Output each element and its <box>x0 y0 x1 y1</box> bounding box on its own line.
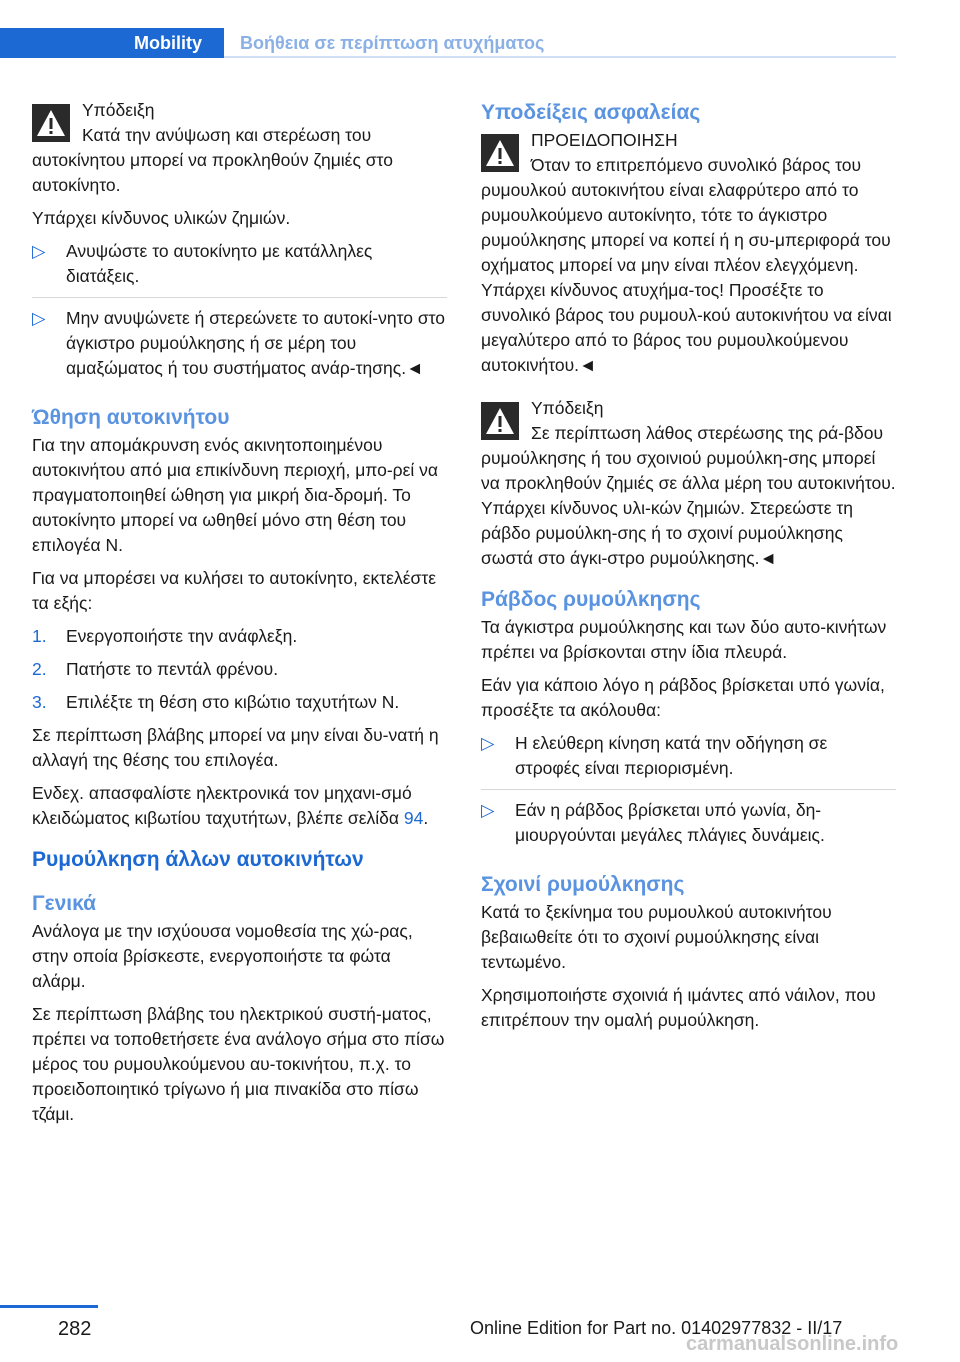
list-item: 3. Επιλέξτε τη θέση στο κιβώτιο ταχυτήτων N. <box>32 692 400 712</box>
chapter-title[interactable]: Βοήθεια σε περίπτωση ατυχήματος <box>224 28 896 58</box>
push-paragraph: Σε περίπτωση βλάβης μπορεί να μην είναι δυ-νατή η αλλαγή της θέσης του επιλογέα. <box>32 725 439 770</box>
list-item: 2. Πατήστε το πεντάλ φρένου. <box>32 659 279 679</box>
list-item: 1. Ενεργοποιήστε την ανάφλεξη. <box>32 626 298 646</box>
watermark: carmanualsonline.info <box>686 1333 899 1355</box>
note-label: Υπόδειξη <box>531 398 604 418</box>
warning-text: Όταν το επιτρεπόμενο συνολικό βάρος του ρυμουλκού αυτοκινήτου είναι ελαφρύτερο από το ρυμουλκούμενο αυτοκίνητο, τότε το άγκιστρο ρυμούλκησης μπορεί να κοπεί ή η συ-μπεριφορά του οχήματος μπορεί να μην είναι πλέον ελεγχόμενη. Υπάρχει κίνδυνος ατυχήμα-τος! Προσέξτε το συνολικό βάρος του ρυμουλ-κού αυτοκινήτου να είναι μεγαλύτερο από το βάρος του ρυμουλκούμενου αυτοκινήτου.◄ <box>481 155 892 375</box>
note-box <box>481 396 896 571</box>
safety-heading: Υποδείξεις ασφαλείας <box>481 101 701 124</box>
note-box <box>32 98 447 198</box>
note-text: Κατά την ανύψωση και στερέωση του αυτοκίνητου μπορεί να προκληθούν ζημιές στο αυτοκίνητο. <box>32 125 393 195</box>
warning-triangle-icon <box>32 104 70 142</box>
precaution-list <box>32 239 447 389</box>
general-heading: Γενικά <box>32 892 97 915</box>
edition-text: Online Edition for Part no. 01402977832 - II/17 <box>470 1318 843 1338</box>
bar-paragraph: Τα άγκιστρα ρυμούλκησης και των δύο αυτο-κινήτων πρέπει να βρίσκονται στην ίδια πλευρά. <box>481 617 887 662</box>
bar-paragraph: Εάν για κάποιο λόγο η ράβδος βρίσκεται υπό γωνία, προσέξτε τα ακόλουθα: <box>481 675 885 720</box>
warning-triangle-icon <box>481 402 519 440</box>
tow-heading: Ρυμούλκηση άλλων αυτοκινήτων <box>32 848 364 871</box>
triangle-bullet-icon: ▷ <box>32 241 46 261</box>
general-paragraph: Ανάλογα με την ισχύουσα νομοθεσία της χώ-ρας, στην οποία βρίσκεστε, ενεργοποιήστε τα φώτα αλάρμ. <box>32 921 413 991</box>
push-paragraph: Ενδεχ. απασφαλίστε ηλεκτρονικά τον μηχανι-σμό κλειδώματος κιβωτίου ταχυτήτων, βλέπε σελίδα 94. <box>32 783 429 828</box>
list-item: ▷ Ανυψώστε το αυτοκίνητο με κατάλληλες διατάξεις. <box>32 239 447 298</box>
steps-list <box>32 624 447 715</box>
section-tab[interactable]: Mobility <box>112 28 224 58</box>
list-item: ▷ Μην ανυψώνετε ή στερεώνετε το αυτοκί-νητο στο άγκιστρο ρυμούλκησης ή σε μέρη του αμαξώματος ή του συστήματος ανάρ-τησης.◄ <box>32 308 446 378</box>
page-header <box>0 0 960 64</box>
note-text: Σε περίπτωση λάθος στερέωσης της ρά-βδου ρυμούλκησης ή του σχοινιού ρυμούλκη-σης μπορεί να προκληθούν ζημιές σε άλλα μέρη του αυτοκινήτου. Υπάρχει κίνδυνος υλι-κών ζημιών. Στερεώστε τη ράβδο ρυμούλκη-σης ή το σχοινί ρυμούλκησης σωστά στο άγκι-στρο ρυμούλκησης.◄ <box>481 423 896 568</box>
rope-heading: Σχοινί ρυμούλκησης <box>481 873 685 896</box>
triangle-bullet-icon: ▷ <box>32 308 46 328</box>
push-heading: Ώθηση αυτοκινήτου <box>32 406 230 429</box>
page-number: 282 <box>58 1318 92 1340</box>
list-item: ▷ Εάν η ράβδος βρίσκεται υπό γωνία, δη-μιουργούνται μεγάλες πλάγιες δυνάμεις. <box>481 800 825 845</box>
warning-label: ΠΡΟΕΙΔΟΠΟΙΗΣΗ <box>531 130 678 150</box>
rope-paragraph: Χρησιμοποιήστε σχοινιά ή ιμάντες από νάιλον, που επιτρέπουν την ομαλή ρυμούλκηση. <box>481 985 876 1030</box>
footer-accent-line <box>0 1305 98 1308</box>
list-item: ▷ Η ελεύθερη κίνηση κατά την οδήγηση σε στροφές είναι περιορισμένη. <box>481 731 896 790</box>
push-paragraph: Για την απομάκρυνση ενός ακινητοποιημένου αυτοκινήτου από μια επικίνδυνη περιοχή, μπο-ρεί να πραγματοποιηθεί ώθηση για μικρή δια-δρομή. Το αυτοκίνητο μπορεί να ωθηθεί μόνο στη θέση του επιλογέα N. <box>32 435 439 555</box>
right-column <box>481 98 896 1041</box>
warning-box <box>481 128 896 378</box>
warning-triangle-icon <box>481 134 519 172</box>
note-label: Υπόδειξη <box>82 100 155 120</box>
general-paragraph: Σε περίπτωση βλάβης του ηλεκτρικού συστή-ματος, πρέπει να τοποθετήσετε ένα ανάλογο σήμα στο πίσω μέρος του ρυμουλκούμενου αυ-τοκινήτου, π.χ. το προειδοποιητικό τρίγωνο ή μια πινακίδα στο πίσω τζάμι. <box>32 1004 445 1124</box>
push-paragraph: Για να μπορέσει να κυλήσει το αυτοκίνητο, εκτελέστε τα εξής: <box>32 568 437 613</box>
rope-paragraph: Κατά το ξεκίνημα του ρυμουλκού αυτοκινήτου βεβαιωθείτε ότι το σχοινί ρυμούλκησης είναι τεντωμένο. <box>481 902 832 972</box>
triangle-bullet-icon: ▷ <box>481 733 495 753</box>
note-risk: Υπάρχει κίνδυνος υλικών ζημιών. <box>32 208 291 228</box>
header-accent <box>0 28 112 58</box>
triangle-bullet-icon: ▷ <box>481 800 495 820</box>
bar-heading: Ράβδος ρυμούλκησης <box>481 588 701 611</box>
left-column <box>32 98 447 1135</box>
bar-list <box>481 731 896 856</box>
page-link[interactable]: 94 <box>403 808 424 828</box>
